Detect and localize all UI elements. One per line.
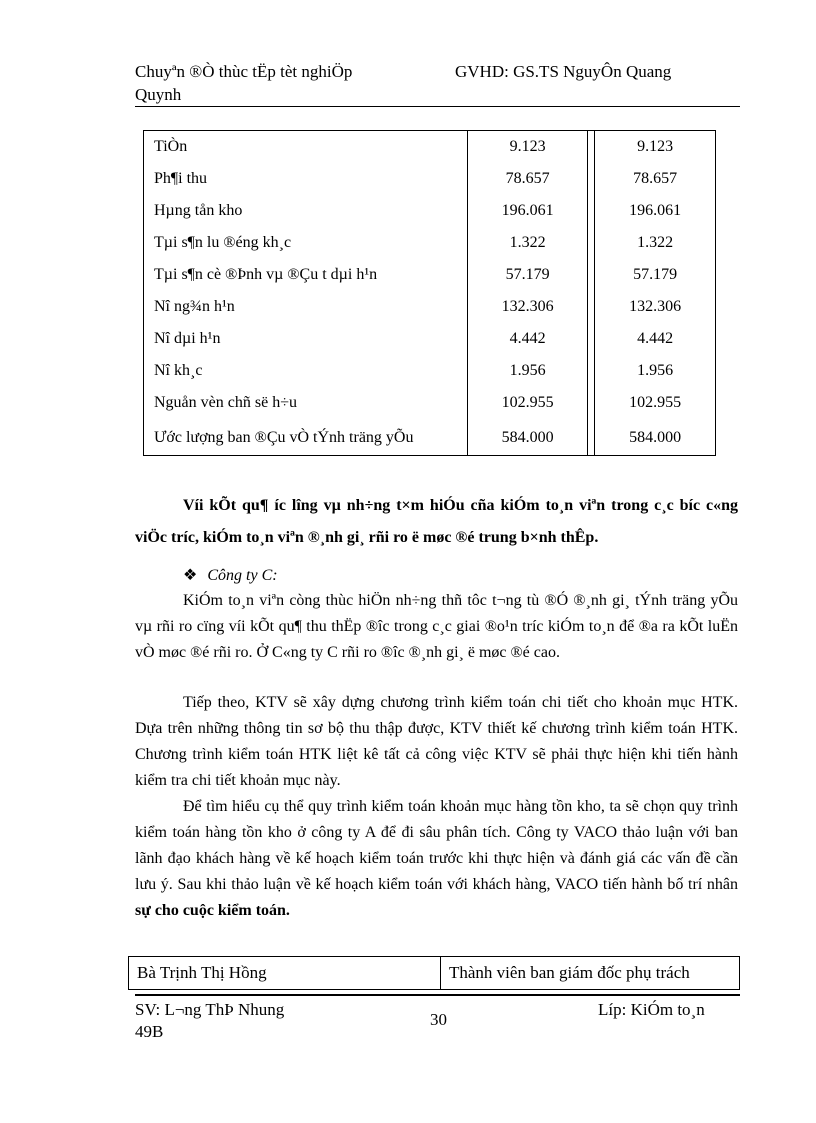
row-label: Nî dµi h¹n — [144, 323, 468, 355]
column-gap — [588, 227, 595, 259]
row-label: Nî ng¾n h¹n — [144, 291, 468, 323]
row-value-1: 4.442 — [467, 323, 588, 355]
header-right: GVHD: GS.TS NguyÔn Quang — [455, 62, 672, 81]
table-row — [144, 419, 716, 456]
column-gap — [588, 195, 595, 227]
row-value-2: 1.956 — [595, 355, 716, 387]
row-value-2: 102.955 — [595, 387, 716, 419]
staff-role: Thành viên ban giám đốc phụ trách — [441, 957, 740, 990]
column-gap — [588, 419, 595, 456]
page-number: 30 — [430, 1010, 447, 1029]
column-gap — [588, 291, 595, 323]
column-gap — [588, 131, 595, 164]
process-paragraph-text: Để tìm hiểu cụ thể quy trình kiểm toán khoản mục hàng tồn kho, ta sẽ chọn quy trình kiểm toán hàng tồn kho ở công ty A để đi sâu phân tích. Công ty VACO thảo luận với ban lãnh đạo khách hàng về kế hoạch kiểm toán trước khi thực hiện và đánh giá các vấn đề cần lưu ý. Sau khi thảo luận về kế hoạch kiểm toán với khách hàng, VACO tiến hành bố trí nhân — [135, 798, 738, 893]
table-row — [144, 355, 716, 387]
company-c-paragraph: KiÓm to¸n viªn còng thùc hiÖn nh÷ng thñ tôc t¬ng tù ®Ó ®¸nh gi¸ tÝnh träng yÕu vµ rñi ro cïng víi kÕt qu¶ thu thËp ®îc trong c¸c giai ®o¹n tríc kiÓm to¸n để ®a ra kÕt luËn vÒ møc ®é rñi ro. Ở C«ng ty C rñi ro ®îc ®¸nh gi¸ ë møc ®é cao. — [135, 592, 738, 661]
next-step-paragraph: Tiếp theo, KTV sẽ xây dựng chương trình kiểm toán chi tiết cho khoản mục HTK. Dựa trên những thông tin sơ bộ thu thập được, KTV thiết kế chương trình kiểm toán HTK. Chương trình kiểm toán HTK liệt kê tất cả công việc KTV sẽ phải thực hiện khi tiến hành kiểm tra chi tiết khoản mục này. — [135, 694, 738, 789]
row-value-1: 132.306 — [467, 291, 588, 323]
row-label: Nguån vèn chñ së h÷u — [144, 387, 468, 419]
company-c-bullet — [183, 565, 278, 585]
row-label: Ước lượng ban ®Çu vÒ tÝnh träng yÕu — [144, 419, 468, 456]
row-value-1: 1.322 — [467, 227, 588, 259]
table-row — [144, 291, 716, 323]
header-rule — [135, 106, 740, 107]
row-value-1: 78.657 — [467, 163, 588, 195]
table-row — [144, 323, 716, 355]
row-value-1: 9.123 — [467, 131, 588, 164]
table-row — [144, 387, 716, 419]
column-gap — [588, 323, 595, 355]
table-row — [144, 131, 716, 164]
row-label: Ph¶i thu — [144, 163, 468, 195]
column-gap — [588, 259, 595, 291]
row-value-2: 1.322 — [595, 227, 716, 259]
column-gap — [588, 163, 595, 195]
staff-name: Bà Trịnh Thị Hồng — [129, 957, 441, 990]
table-row — [144, 259, 716, 291]
row-label: Tµi s¶n cè ®Þnh vµ ®Çu t dµi h¹n — [144, 259, 468, 291]
company-c-heading: Công ty C: — [207, 567, 278, 584]
footer-student: SV: L¬ng ThÞ Nhung — [135, 1000, 285, 1019]
header-left-line2: Quynh — [135, 85, 182, 104]
column-gap — [588, 387, 595, 419]
financial-table — [143, 130, 716, 456]
row-label: Hµng tån kho — [144, 195, 468, 227]
row-value-2: 4.442 — [595, 323, 716, 355]
staff-row — [129, 957, 740, 990]
row-value-2: 57.179 — [595, 259, 716, 291]
process-paragraph — [135, 794, 738, 924]
row-value-2: 78.657 — [595, 163, 716, 195]
row-value-1: 57.179 — [467, 259, 588, 291]
assessment-paragraph: Víi kÕt qu¶ íc lîng vµ nh÷ng t×m hiÓu cña kiÓm to¸n viªn trong c¸c bíc c«ng viÖc tríc, kiÓm to¸n viªn ®¸nh gi¸ rñi ro ë møc ®é trung b×nh thÊp. — [135, 497, 738, 546]
row-value-2: 196.061 — [595, 195, 716, 227]
table-row — [144, 195, 716, 227]
row-value-2: 9.123 — [595, 131, 716, 164]
row-value-2: 584.000 — [595, 419, 716, 456]
table-row — [144, 227, 716, 259]
row-value-1: 196.061 — [467, 195, 588, 227]
row-label: Nî kh¸c — [144, 355, 468, 387]
table-row — [144, 163, 716, 195]
row-label: Tµi s¶n lu ®éng kh¸c — [144, 227, 468, 259]
row-value-1: 1.956 — [467, 355, 588, 387]
column-gap — [588, 355, 595, 387]
row-value-1: 584.000 — [467, 419, 588, 456]
footer-class-code: 49B — [135, 1022, 164, 1041]
footer-rule — [135, 994, 740, 996]
row-label: TiÒn — [144, 131, 468, 164]
staff-table — [128, 956, 740, 990]
diamond-bullet-icon: ❖ — [183, 567, 198, 584]
row-value-2: 132.306 — [595, 291, 716, 323]
footer-department: Líp: KiÓm to¸n — [598, 1000, 705, 1019]
row-value-1: 102.955 — [467, 387, 588, 419]
process-paragraph-bold: sự cho cuộc kiểm toán. — [135, 902, 290, 919]
header-left-line1: Chuyªn ®Ò thùc tËp tèt nghiÖp — [135, 62, 353, 81]
